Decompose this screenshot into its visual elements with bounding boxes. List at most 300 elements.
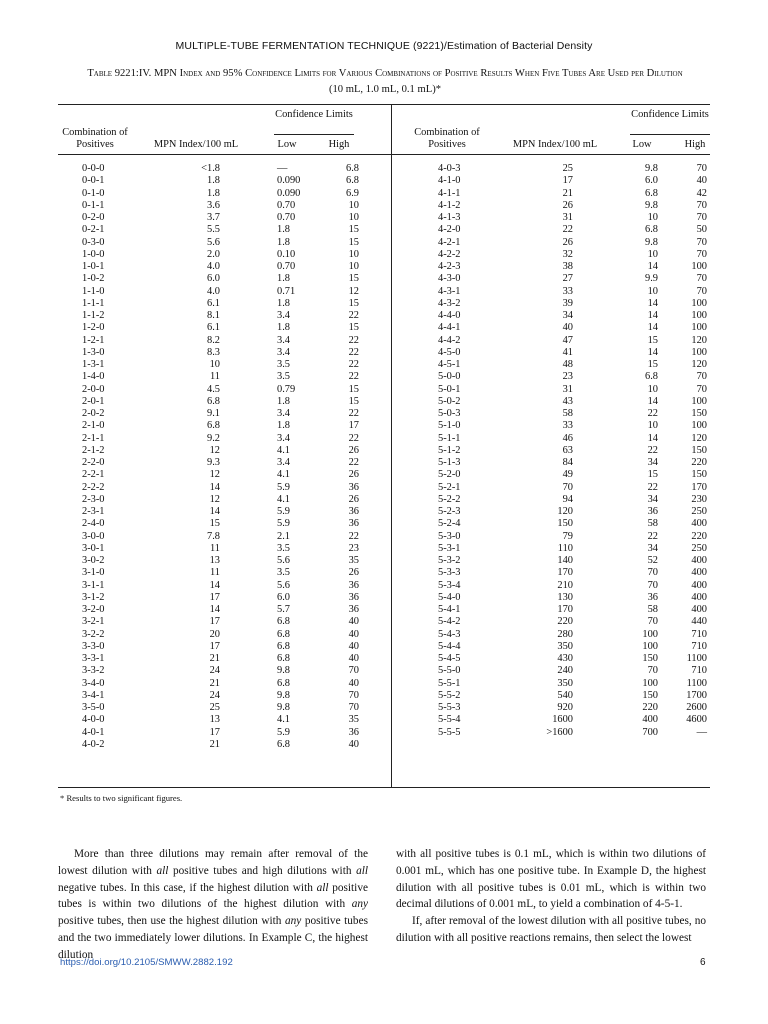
mpn-cell: 26 — [562, 199, 573, 211]
low-limit-cell: 6.8 — [645, 187, 658, 199]
table-row — [58, 359, 710, 371]
low-limit-cell: 14 — [647, 432, 658, 444]
table-row — [58, 592, 710, 604]
high-limit-cell: 70 — [696, 371, 707, 383]
low-limit-cell: 9.8 — [277, 665, 290, 677]
mpn-cell-value: 6.8 — [207, 395, 220, 407]
high-limit-cell: 15 — [348, 224, 359, 236]
mpn-cell — [174, 371, 242, 383]
high-limit-cell: 400 — [691, 591, 707, 603]
combination-cell: 4-4-1 — [438, 322, 461, 334]
mpn-cell — [174, 665, 242, 677]
high-limit-cell: 40 — [348, 677, 359, 689]
low-limit-cell: 14 — [647, 322, 658, 334]
mpn-cell-value: 21 — [209, 738, 220, 750]
mpn-cell-value: 14 — [209, 481, 220, 493]
combination-cell: 5-1-3 — [438, 457, 461, 468]
mpn-cell: 26 — [562, 236, 573, 248]
high-limit-cell: 36 — [348, 604, 359, 615]
table-row — [58, 335, 710, 347]
high-limit-cell: 70 — [696, 236, 707, 248]
low-limit-cell: 0.090 — [277, 175, 301, 187]
combination-cell: 3-0-2 — [82, 555, 105, 566]
mpn-cell: 84 — [562, 457, 573, 468]
table-bottom-rule — [58, 787, 710, 788]
mpn-cell-value: 6.1 — [207, 322, 220, 334]
low-limit-cell: 3.4 — [277, 310, 290, 321]
combination-cell: 4-0-0 — [82, 714, 105, 726]
mpn-cell: 170 — [557, 567, 573, 579]
low-limit-cell: 4.1 — [277, 714, 290, 726]
mpn-cell: >1600 — [546, 726, 573, 738]
low-limit-cell: 34 — [647, 457, 658, 468]
low-limit-cell: 36 — [647, 506, 658, 517]
mpn-cell: 350 — [557, 640, 573, 652]
combination-cell: 5-4-2 — [438, 616, 461, 628]
high-limit-cell: 36 — [348, 591, 359, 603]
mpn-cell — [174, 555, 242, 567]
low-limit-cell: 1.8 — [277, 297, 290, 309]
mpn-cell-value: 11 — [209, 371, 220, 383]
high-limit-cell: 12 — [348, 285, 359, 297]
combination-cell: 3-3-0 — [82, 640, 105, 652]
low-limit-cell: 10 — [647, 383, 658, 395]
low-limit-cell: 70 — [647, 665, 658, 677]
high-limit-cell: 70 — [696, 285, 707, 297]
mpn-cell-value: 9.2 — [207, 432, 220, 444]
low-limit-cell: 3.5 — [277, 371, 290, 383]
high-limit-cell: 440 — [691, 616, 707, 628]
combination-cell: 1-0-1 — [82, 261, 105, 272]
mpn-cell — [174, 457, 242, 469]
high-limit-cell: 70 — [348, 689, 359, 701]
table-row — [58, 469, 710, 481]
mpn-cell — [174, 739, 242, 751]
mpn-cell: 33 — [562, 285, 573, 297]
low-limit-cell: 100 — [642, 640, 658, 652]
combination-cell: 4-2-1 — [438, 236, 461, 248]
table-row — [58, 298, 710, 310]
combination-cell: 2-1-0 — [82, 420, 105, 432]
high-limit-cell: 710 — [691, 628, 707, 640]
high-limit-cell: 15 — [348, 236, 359, 248]
mpn-cell-value: 15 — [209, 518, 220, 530]
high-limit-cell: 100 — [691, 322, 707, 334]
confidence-rule-left — [274, 134, 354, 135]
mpn-cell — [174, 531, 242, 543]
combination-cell: 5-5-0 — [438, 665, 461, 677]
table-row — [58, 433, 710, 445]
high-limit-cell: 1100 — [686, 677, 707, 689]
low-limit-cell: 3.4 — [277, 408, 290, 419]
table-row — [58, 543, 710, 555]
high-limit-cell: 15 — [348, 395, 359, 407]
low-limit-cell: 9.8 — [645, 236, 658, 248]
high-limit-cell: 120 — [691, 359, 707, 370]
mpn-cell-value: 7.8 — [207, 530, 220, 542]
high-limit-cell: 26 — [348, 469, 359, 481]
mpn-cell: 350 — [557, 677, 573, 689]
combination-cell: 5-5-5 — [438, 726, 461, 738]
low-limit-cell: 150 — [642, 689, 658, 701]
header-combination-left: Combination of Positives — [62, 127, 128, 150]
high-limit-cell: 100 — [691, 395, 707, 407]
high-limit-cell: 710 — [691, 640, 707, 652]
high-limit-cell: 50 — [696, 224, 707, 236]
mpn-cell: 23 — [562, 371, 573, 383]
table-row — [58, 653, 710, 665]
high-limit-cell: 15 — [348, 273, 359, 285]
low-limit-cell: 14 — [647, 310, 658, 321]
mpn-cell-value: 5.5 — [207, 224, 220, 236]
mpn-cell-value: 8.2 — [207, 334, 220, 346]
high-limit-cell: 42 — [696, 187, 707, 199]
mpn-cell: 21 — [562, 187, 573, 199]
confidence-rule-right — [630, 134, 710, 135]
table-row — [58, 678, 710, 690]
mpn-cell: 150 — [557, 518, 573, 530]
low-limit-cell: 70 — [647, 579, 658, 591]
combination-cell: 3-3-2 — [82, 665, 105, 677]
mpn-cell: 120 — [557, 506, 573, 517]
mpn-cell — [174, 592, 242, 604]
table-row — [58, 739, 710, 751]
combination-cell: 4-0-2 — [82, 738, 105, 750]
low-limit-cell: 1.8 — [277, 420, 290, 432]
table-row — [58, 175, 710, 187]
combination-cell: 4-1-1 — [438, 187, 461, 199]
mpn-cell — [174, 445, 242, 457]
low-limit-cell: 34 — [647, 542, 658, 554]
mpn-cell: 540 — [557, 689, 573, 701]
mpn-cell — [174, 653, 242, 665]
mpn-cell — [174, 543, 242, 555]
header-mpn-right: MPN Index/100 mL — [512, 139, 598, 150]
mpn-cell — [174, 310, 242, 322]
low-limit-cell: 6.8 — [277, 628, 290, 640]
high-limit-cell: 400 — [691, 604, 707, 615]
body-paragraph: More than three dilutions may remain after removal of the lowest dilution with all positive tubes and high dilutions with all negative tubes. In this case, if the highest dilution with all positive tubes is within two dilutions of the highest dilution with any positive tubes, then use the highest dilution with any positive tubes and the two immediately lower dilutions. In Example C, the highest dilution — [58, 848, 368, 961]
mpn-cell-value: 21 — [209, 677, 220, 689]
table-row — [58, 506, 710, 518]
low-limit-cell: 6.8 — [277, 640, 290, 652]
high-limit-cell: 1700 — [686, 689, 707, 701]
high-limit-cell: 15 — [348, 297, 359, 309]
mpn-cell: 110 — [557, 542, 573, 554]
high-limit-cell: 250 — [691, 542, 707, 554]
combination-cell: 3-2-2 — [82, 628, 105, 640]
high-limit-cell: 6.8 — [346, 163, 359, 174]
combination-cell: 2-1-1 — [82, 432, 105, 444]
table-row — [58, 518, 710, 530]
high-limit-cell: 36 — [348, 579, 359, 591]
table-header-rule — [58, 154, 710, 155]
header-low-right: Low — [632, 139, 652, 150]
combination-cell: 5-3-1 — [438, 542, 461, 554]
high-limit-cell: 70 — [696, 383, 707, 395]
combination-cell: 1-2-0 — [82, 322, 105, 334]
table-row — [58, 531, 710, 543]
high-limit-cell: 400 — [691, 579, 707, 591]
combination-cell: 0-2-0 — [82, 212, 105, 223]
combination-cell: 0-1-0 — [82, 187, 105, 199]
mpn-cell — [174, 506, 242, 518]
mpn-cell-value: 20 — [209, 628, 220, 640]
high-limit-cell: 710 — [691, 665, 707, 677]
combination-cell: 4-1-3 — [438, 212, 461, 223]
combination-cell: 4-1-0 — [438, 175, 461, 187]
low-limit-cell: 22 — [647, 481, 658, 493]
low-limit-cell: 6.8 — [645, 224, 658, 236]
high-limit-cell: 70 — [348, 665, 359, 677]
combination-cell: 3-4-0 — [82, 677, 105, 689]
high-limit-cell: 400 — [691, 518, 707, 530]
mpn-cell-value: 1.8 — [207, 175, 220, 187]
low-limit-cell: 22 — [647, 444, 658, 456]
high-limit-cell: 400 — [691, 567, 707, 579]
mpn-cell-value: <1.8 — [201, 163, 220, 174]
combination-cell: 5-0-3 — [438, 408, 461, 419]
header-high-left: High — [328, 139, 350, 150]
low-limit-cell: 6.8 — [645, 371, 658, 383]
mpn-cell: 47 — [562, 334, 573, 346]
high-limit-cell: 120 — [691, 432, 707, 444]
high-limit-cell: 1100 — [686, 653, 707, 664]
high-limit-cell: 150 — [691, 469, 707, 481]
mpn-cell: 140 — [557, 555, 573, 566]
combination-cell: 5-1-2 — [438, 444, 461, 456]
high-limit-cell: 170 — [691, 481, 707, 493]
combination-cell: 5-0-1 — [438, 383, 461, 395]
high-limit-cell: 40 — [696, 175, 707, 187]
mpn-cell-value: 8.3 — [207, 346, 220, 358]
table-row — [58, 408, 710, 420]
mpn-cell-value: 14 — [209, 579, 220, 591]
low-limit-cell: 5.9 — [277, 518, 290, 530]
table-row — [58, 665, 710, 677]
mpn-cell: 130 — [557, 591, 573, 603]
low-limit-cell: 52 — [647, 555, 658, 566]
table-footnote: * Results to two significant figures. — [60, 793, 183, 803]
low-limit-cell: 10 — [647, 212, 658, 223]
mpn-cell: 41 — [562, 346, 573, 358]
low-limit-cell: 6.8 — [277, 738, 290, 750]
high-limit-cell: 220 — [691, 457, 707, 468]
combination-cell: 5-4-4 — [438, 640, 461, 652]
mpn-cell — [174, 347, 242, 359]
mpn-cell — [174, 224, 242, 236]
high-limit-cell: 70 — [696, 212, 707, 223]
mpn-cell-value: 6.0 — [207, 273, 220, 285]
table-row — [58, 641, 710, 653]
combination-cell: 5-3-2 — [438, 555, 461, 566]
low-limit-cell: 1.8 — [277, 322, 290, 334]
combination-cell: 5-2-1 — [438, 481, 461, 493]
combination-cell: 5-5-3 — [438, 702, 461, 713]
high-limit-cell: 100 — [691, 297, 707, 309]
combination-cell: 4-4-2 — [438, 334, 461, 346]
combination-cell: 2-0-2 — [82, 408, 105, 419]
mpn-cell — [174, 249, 242, 261]
high-limit-cell: 150 — [691, 444, 707, 456]
low-limit-cell: 70 — [647, 567, 658, 579]
body-column-right — [396, 846, 706, 947]
combination-cell: 1-4-0 — [82, 371, 105, 383]
combination-cell: 3-2-0 — [82, 604, 105, 615]
high-limit-cell: 230 — [691, 493, 707, 505]
mpn-cell — [174, 384, 242, 396]
high-limit-cell: 22 — [348, 408, 359, 419]
mpn-cell: 17 — [562, 175, 573, 187]
low-limit-cell: 1.8 — [277, 395, 290, 407]
high-limit-cell: 36 — [348, 506, 359, 517]
table-row — [58, 494, 710, 506]
combination-cell: 5-5-2 — [438, 689, 461, 701]
combination-cell: 1-0-0 — [82, 248, 105, 260]
low-limit-cell: 3.4 — [277, 457, 290, 468]
mpn-cell — [174, 322, 242, 334]
mpn-cell-value: 12 — [209, 469, 220, 481]
combination-cell: 4-2-2 — [438, 248, 461, 260]
mpn-cell-value: 24 — [209, 689, 220, 701]
low-limit-cell: 10 — [647, 248, 658, 260]
mpn-cell: 63 — [562, 444, 573, 456]
high-limit-cell: 17 — [348, 420, 359, 432]
low-limit-cell: — — [277, 163, 288, 174]
combination-cell: 2-2-0 — [82, 457, 105, 468]
combination-cell: 4-5-0 — [438, 346, 461, 358]
high-limit-cell: 220 — [691, 530, 707, 542]
mpn-cell: 79 — [562, 530, 573, 542]
combination-cell: 3-0-0 — [82, 530, 105, 542]
low-limit-cell: 5.9 — [277, 506, 290, 517]
table-title: MPN Index and 95% Confidence Limits for Various Combinations of Positive Results When Five Tubes Are Used per Dilution — [153, 68, 683, 79]
high-limit-cell: 35 — [348, 714, 359, 726]
mpn-cell: 32 — [562, 248, 573, 260]
combination-cell: 5-2-0 — [438, 469, 461, 481]
combination-cell: 2-3-0 — [82, 493, 105, 505]
table-title-dilutions: (10 mL, 1.0 mL, 0.1 mL)* — [328, 84, 442, 95]
low-limit-cell: 5.7 — [277, 604, 290, 615]
combination-cell: 2-4-0 — [82, 518, 105, 530]
high-limit-cell: 26 — [348, 567, 359, 579]
combination-cell: 0-1-1 — [82, 199, 105, 211]
table-row — [58, 212, 710, 224]
combination-cell: 3-5-0 — [82, 702, 105, 713]
low-limit-cell: 9.8 — [645, 199, 658, 211]
mpn-cell-value: 17 — [209, 591, 220, 603]
combination-cell: 4-5-1 — [438, 359, 461, 370]
low-limit-cell: 3.5 — [277, 542, 290, 554]
high-limit-cell: 15 — [348, 383, 359, 395]
table-row — [58, 286, 710, 298]
high-limit-cell: 70 — [696, 273, 707, 285]
combination-cell: 0-2-1 — [82, 224, 105, 236]
low-limit-cell: 3.4 — [277, 432, 290, 444]
combination-cell: 4-2-0 — [438, 224, 461, 236]
table-row — [58, 629, 710, 641]
header-confidence-right: Confidence Limits — [631, 109, 709, 120]
mpn-cell — [174, 494, 242, 506]
mpn-cell — [174, 580, 242, 592]
combination-cell: 5-2-4 — [438, 518, 461, 530]
combination-cell: 5-2-2 — [438, 493, 461, 505]
combination-cell: 5-3-0 — [438, 530, 461, 542]
low-limit-cell: 9.9 — [645, 273, 658, 285]
table-row — [58, 249, 710, 261]
mpn-cell-value: 11 — [209, 542, 220, 554]
low-limit-cell: 9.8 — [645, 163, 658, 174]
table-row — [58, 310, 710, 322]
table-row — [58, 555, 710, 567]
combination-cell: 3-1-2 — [82, 591, 105, 603]
mpn-cell — [174, 641, 242, 653]
mpn-cell — [174, 163, 242, 175]
table-row — [58, 384, 710, 396]
doi-link[interactable]: https://doi.org/10.2105/SMWW.2882.192 — [60, 957, 233, 968]
low-limit-cell: 4.1 — [277, 493, 290, 505]
high-limit-cell: 40 — [348, 640, 359, 652]
low-limit-cell: 0.090 — [277, 187, 301, 199]
low-limit-cell: 70 — [647, 616, 658, 628]
low-limit-cell: 400 — [642, 714, 658, 726]
low-limit-cell: 3.4 — [277, 334, 290, 346]
high-limit-cell: 40 — [348, 616, 359, 628]
low-limit-cell: 6.8 — [277, 677, 290, 689]
mpn-cell: 70 — [562, 481, 573, 493]
mpn-cell: 40 — [562, 322, 573, 334]
body-paragraph: If, after removal of the lowest dilution with all positive tubes, no dilution with all positive reactions remains, then select the lowest — [396, 915, 706, 944]
low-limit-cell: 5.9 — [277, 726, 290, 738]
mpn-cell-value: 4.5 — [207, 383, 220, 395]
mpn-cell — [174, 714, 242, 726]
mpn-cell-value: 12 — [209, 444, 220, 456]
low-limit-cell: 9.8 — [277, 689, 290, 701]
mpn-cell — [174, 727, 242, 739]
mpn-cell — [174, 616, 242, 628]
mpn-cell-value: 3.7 — [207, 212, 220, 223]
running-head: MULTIPLE-TUBE FERMENTATION TECHNIQUE (9221)/Estimation of Bacterial Density — [175, 40, 593, 52]
low-limit-cell: 4.1 — [277, 444, 290, 456]
combination-cell: 4-1-2 — [438, 199, 461, 211]
mpn-cell — [174, 690, 242, 702]
low-limit-cell: 9.8 — [277, 702, 290, 713]
high-limit-cell: 40 — [348, 628, 359, 640]
low-limit-cell: 6.0 — [277, 591, 290, 603]
high-limit-cell: 40 — [348, 653, 359, 664]
mpn-cell — [174, 359, 242, 371]
table-row — [58, 604, 710, 616]
combination-cell: 2-3-1 — [82, 506, 105, 517]
mpn-cell — [174, 420, 242, 432]
mpn-cell — [174, 678, 242, 690]
mpn-cell: 240 — [557, 665, 573, 677]
combination-cell: 1-3-1 — [82, 359, 105, 370]
table-row — [58, 616, 710, 628]
low-limit-cell: 14 — [647, 346, 658, 358]
page-number: 6 — [700, 957, 706, 968]
table-row — [58, 188, 710, 200]
mpn-cell: 33 — [562, 420, 573, 432]
table-row — [58, 567, 710, 579]
combination-cell: 1-1-1 — [82, 297, 105, 309]
mpn-cell — [174, 188, 242, 200]
low-limit-cell: 700 — [642, 726, 658, 738]
high-limit-cell: 15 — [348, 322, 359, 334]
mpn-cell-value: 12 — [209, 493, 220, 505]
table-row — [58, 714, 710, 726]
mpn-cell — [174, 286, 242, 298]
